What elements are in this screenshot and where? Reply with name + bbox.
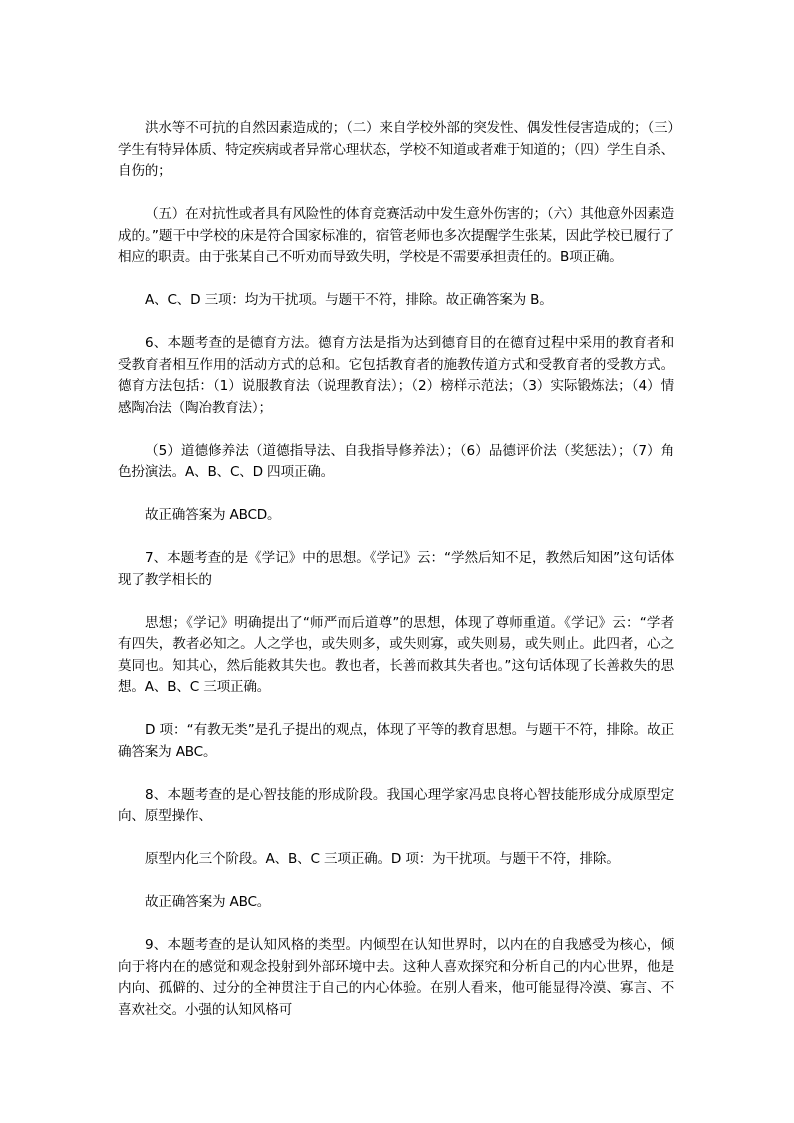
paragraph-q8-mental-skills: 8、本题考查的是心智技能的形成阶段。我国心理学家冯忠良将心智技能形成分成原型定向、原型操作、 — [118, 786, 674, 824]
paragraph-liability-explanation: （五）在对抗性或者具有风险性的体育竞赛活动中发生意外伤害的；（六）其他意外因素造成的。”题干中学校的床是符合国家标准的，宿管老师也多次提醒学生张某，因此学校已履行了相应的职责。由于张某自己不听劝而导致失明，学校是不需要承担责任的。B项正确。 — [118, 206, 674, 265]
paragraph-q8-answer: 故正确答案为 ABC。 — [145, 894, 271, 910]
paragraph-q6-moral-methods: 6、本题考查的是德育方法。德育方法是指为达到德育目的在德育过程中采用的教育者和受教育者相互作用的活动方式的总和。它包括教育者的施教传道方式和受教育者的受教方式。德育方法包括：（1）说服教育法（说理教育法）；（2）榜样示范法；（3）实际锻炼法；（4）情感陶冶法（陶冶教育法）； — [118, 335, 674, 416]
paragraph-q9-cognitive-style: 9、本题考查的是认知风格的类型。内倾型在认知世界时，以内在的自我感受为核心，倾向于将内在的感觉和观念投射到外部环境中去。这种人喜欢探究和分析自己的内心世界，他是内向、孤僻的、过分的全神贯注于自己的内心体验。在别人看来，他可能显得冷漠、寡言、不喜欢社交。小强的认知风格可 — [118, 937, 674, 1018]
paragraph-q6-methods-continued: （5）道德修养法（道德指导法、自我指导修养法）；（6）品德评价法（奖惩法）；（7）角色扮演法。A、B、C、D 四项正确。 — [118, 442, 674, 480]
paragraph-q6-answer: 故正确答案为 ABCD。 — [145, 507, 281, 523]
paragraph-q7-answer: D 项：“有教无类”是孔子提出的观点，体现了平等的教育思想。与题干不符，排除。故正确答案为 ABC。 — [118, 722, 674, 760]
paragraph-q8-stages: 原型内化三个阶段。A、B、C 三项正确。D 项：为干扰项。与题干不符，排除。 — [145, 851, 620, 867]
document-body — [118, 118, 674, 1043]
paragraph-q7-xueji-continued: 思想；《学记》明确提出了“师严而后道尊”的思想，体现了尊师重道。《学记》云：“学者有四失，教者必知之。人之学也，或失则多，或失则寡，或失则易，或失则止。此四者，心之莫同也。知其心，然后能救其失也。教也者，长善而救其失者也。”这句话体现了长善救失的思想。A、B、C 三项正确。 — [118, 614, 674, 695]
paragraph-q7-xueji: 7、本题考查的是《学记》中的思想。《学记》云：“学然后知不足，教然后知困”这句话体现了教学相长的 — [118, 550, 674, 588]
paragraph-q5-distractors: A、C、D 三项：均为干扰项。与题干不符，排除。故正确答案为 B。 — [145, 292, 553, 308]
paragraph-liability-exemptions: 洪水等不可抗的自然因素造成的；（二）来自学校外部的突发性、偶发性侵害造成的；（三）学生有特异体质、特定疾病或者异常心理状态，学校不知道或者难于知道的；（四）学生自杀、自伤的； — [118, 120, 674, 179]
